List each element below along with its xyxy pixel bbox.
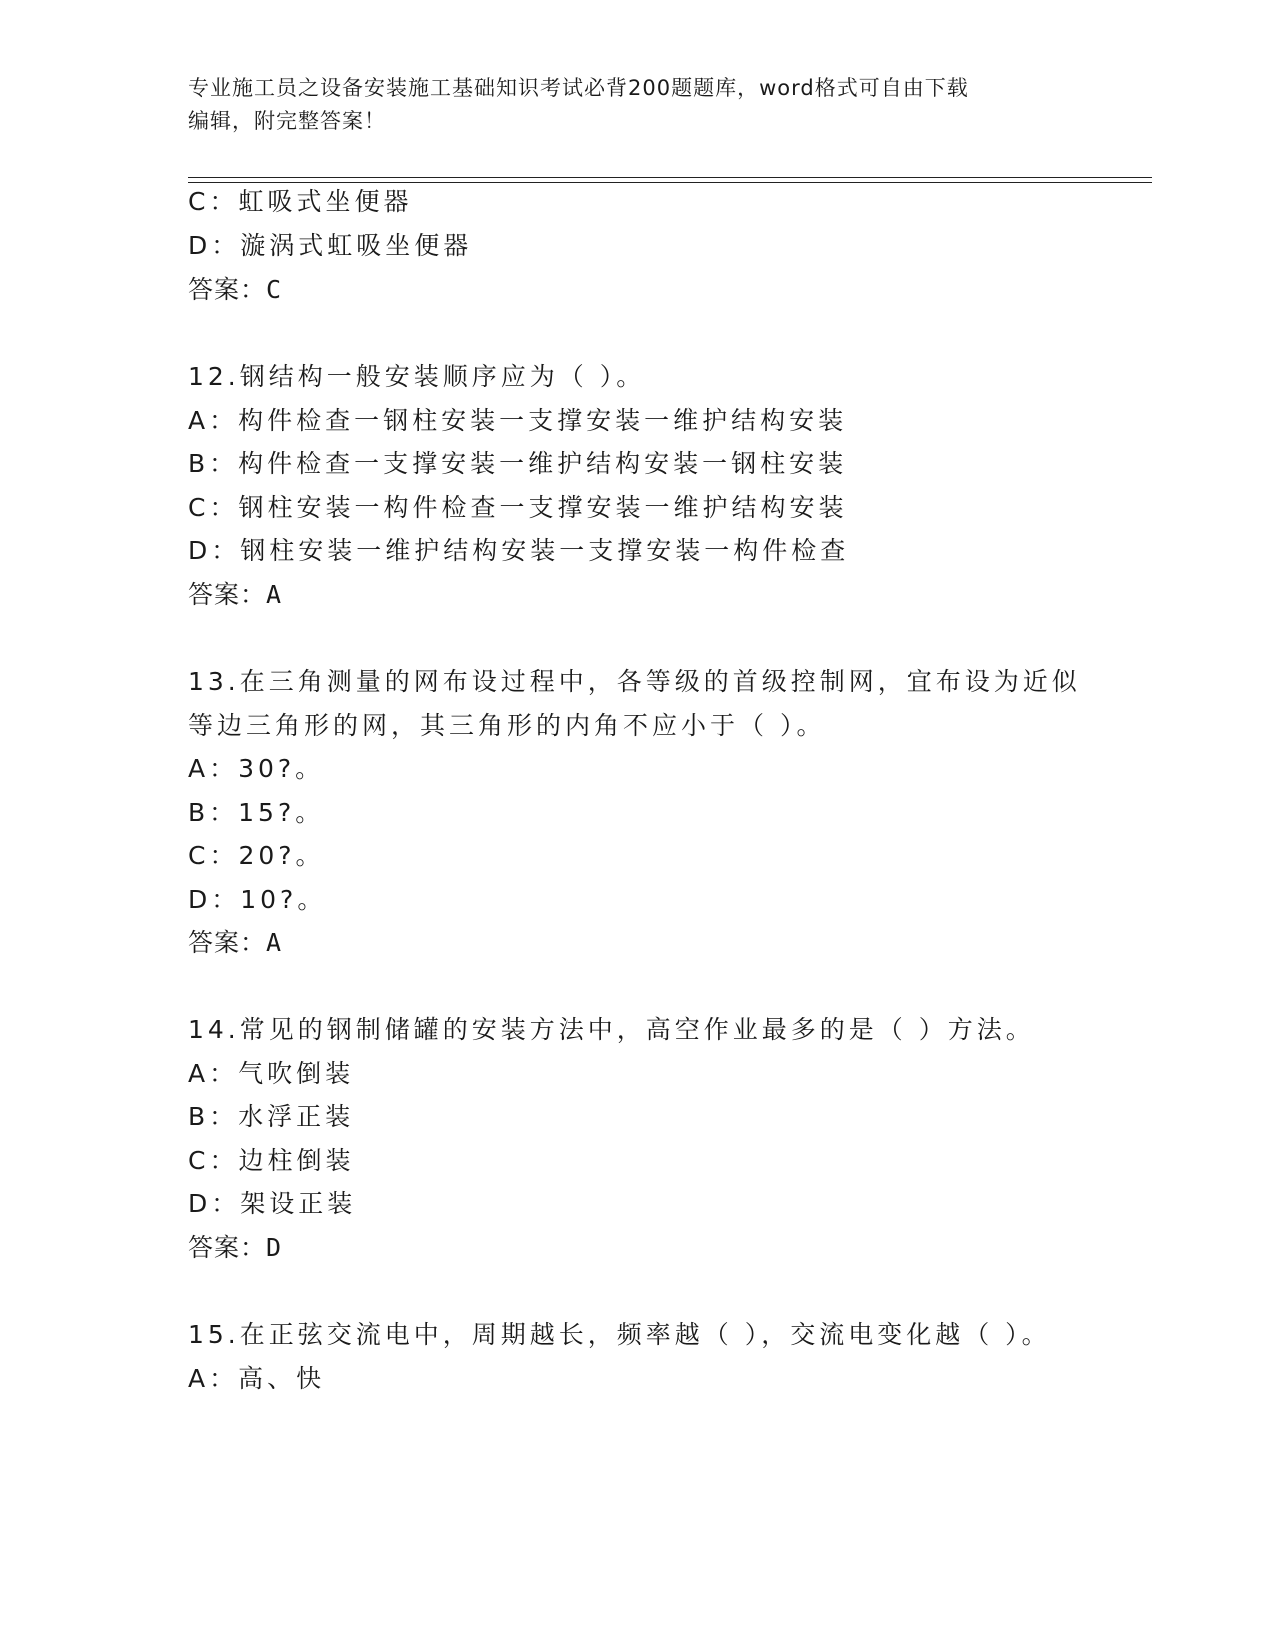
answer-label: 答案： (188, 275, 267, 304)
document-header (188, 72, 1088, 138)
answer-line (188, 928, 282, 958)
question-text: 13.在三角测量的网布设过程中，各等级的首级控制网，宜布设为近似 (188, 667, 1081, 696)
answer-line (188, 275, 282, 305)
header-divider-top (188, 177, 1152, 178)
option-a: A：气吹倒装 (188, 1059, 355, 1088)
option-d: D：架设正装 (188, 1189, 357, 1218)
question-text: 14.常见的钢制储罐的安装方法中，高空作业最多的是（ ）方法。 (188, 1015, 1035, 1044)
answer-value: D (266, 1233, 283, 1262)
option-c: C：钢柱安装一构件检查一支撑安装一维护结构安装 (188, 493, 848, 522)
header-divider-bottom (188, 182, 1152, 183)
option-c: C：边柱倒装 (188, 1146, 355, 1175)
answer-value: A (266, 580, 283, 609)
option-b: B：构件检查一支撑安装一维护结构安装一钢柱安装 (188, 449, 848, 478)
question-text: 15.在正弦交流电中，周期越长，频率越（ ），交流电变化越（ ）。 (188, 1320, 1051, 1349)
question-text-continued: 等边三角形的网，其三角形的内角不应小于（ ）。 (188, 711, 826, 740)
option-a: A：构件检查一钢柱安装一支撑安装一维护结构安装 (188, 406, 848, 435)
option-a: A：高、快 (188, 1364, 326, 1393)
option-c: C：20?。 (188, 841, 325, 870)
option-b: B：15?。 (188, 798, 325, 827)
answer-label: 答案： (188, 1233, 267, 1262)
question-text: 12.钢结构一般安装顺序应为（ ）。 (188, 362, 646, 391)
answer-label: 答案： (188, 580, 267, 609)
option-d: D：10?。 (188, 885, 327, 914)
option-b: B：水浮正装 (188, 1102, 355, 1131)
option-d: D：漩涡式虹吸坐便器 (188, 231, 473, 260)
option-c: C：虹吸式坐便器 (188, 187, 413, 216)
header-line-1: 专业施工员之设备安装施工基础知识考试必背200题题库，word格式可自由下载 (188, 76, 969, 100)
answer-value: C (266, 275, 283, 304)
option-d: D：钢柱安装一维护结构安装一支撑安装一构件检查 (188, 536, 850, 565)
answer-value: A (266, 928, 283, 957)
option-a: A：30?。 (188, 754, 325, 783)
answer-line (188, 1233, 282, 1263)
answer-label: 答案： (188, 928, 267, 957)
answer-line (188, 580, 282, 610)
header-line-2: 编辑，附完整答案！ (188, 109, 386, 133)
